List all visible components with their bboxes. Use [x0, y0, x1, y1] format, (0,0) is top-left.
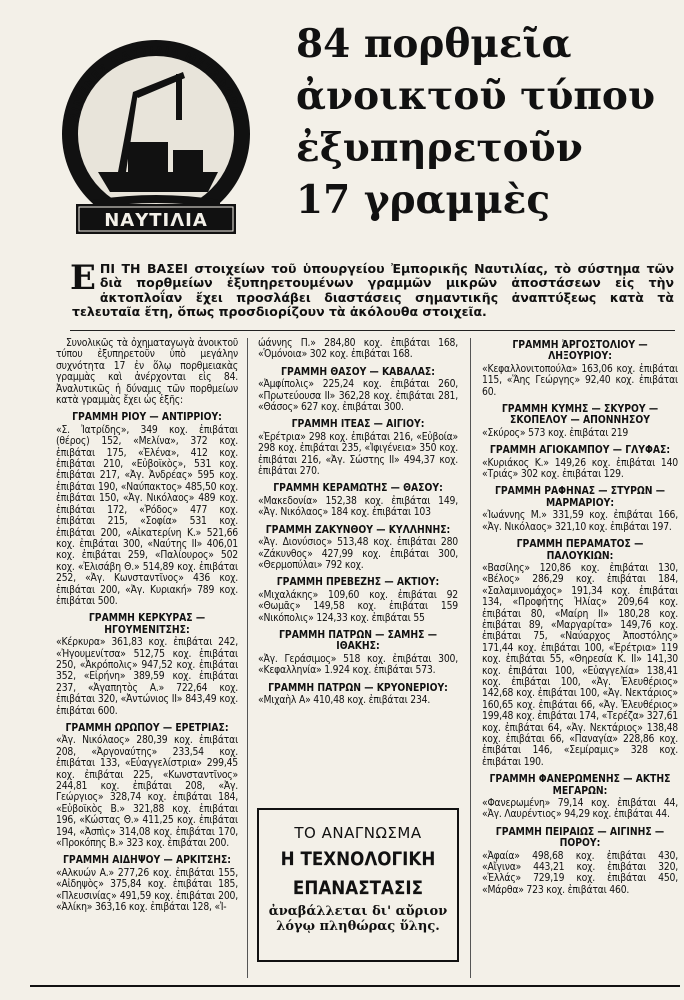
- route-body: «Βασίλης» 120,86 κοχ. ἐπιβάται 130, «Βέλος» 286,29 κοχ. ἐπιβάται 184, «Σαλαμινομάχος» 191,34 κοχ. ἐπιβάται 134, «Προφήτης Ἠλίας» 209,64 κοχ. ἐπιβάται 80, «Μαίρη ΙΙ» 180,28 κοχ. ἐπιβάται 89, «Μαργαρίτα» 149,76 κοχ. ἐπιβάται 75, «Ναύαρχος Ἀποστόλης» 171,44 κοχ. ἐπιβάται 100, «Ἐρέτρια» 119 κοχ. ἐπιβάται 55, «Θηρεσία Κ. ΙΙ» 141,30 κοχ. ἐπιβάται 100, «Εὐαγγελία» 138,41 κοχ. ἐπιβάται 100, «Ἀγ. Ἐλευθέριος» 142,68 κοχ. ἐπιβάται 100, «Ἀγ. Νεκτάριος» 160,65 κοχ. ἐπιβάται 66, «Ἀγ. Ἐλευθέριος» 199,48 κοχ. ἐπιβάται 174, «Τερέζα» 327,61 κοχ. ἐπιβάται 64, «Ἀγ. Νεκτάριος» 138,48 κοχ. ἐπιβάται 66, «Παναγία» 228,86 κοχ. ἐπιβάται 146, «Σεμίραμις» 328 κοχ. ἐπιβάται 190.: [482, 561, 678, 768]
- route-body: «Ἀμφίπολις» 225,24 κοχ. ἐπιβάται 260, «Πρωτεύουσα ΙΙ» 362,28 κοχ. ἐπιβάται 281, «Θάσος» 627 κοχ. ἐπιβάται 300.: [258, 378, 458, 414]
- notice-title: ΕΠΑΝΑΣΤΑΣΙΣ: [292, 877, 424, 899]
- route-heading: ΓΡΑΜΜΗ ΡΑΦΗΝΑΣ — ΣΤΥΡΩΝ — ΜΑΡΜΑΡΙΟΥ:: [494, 485, 666, 509]
- route-body: «Ἀγ. Νικόλαος» 280,39 κοχ. ἐπιβάται 208, «Ἀργοναύτης» 233,54 κοχ. ἐπιβάται 133, «Εὐαγγελίστρια» 299,45 κοχ. ἐπιβάται 225, «Κωνσταντῖνος» 244,81 κοχ. ἐπιβάται 208, «Ἀγ. Γεώργιος» 328,74 κοχ. ἐπιβάται 184, «Εὐβοϊκὸς Β.» 321,88 κοχ. ἐπιβάται 196, «Κώστας Θ.» 411,25 κοχ. ἐπιβάται 194, «Ἀσπὶς» 314,08 κοχ. ἐπιβάται 170, «Προκόπης Β.» 323 κοχ. ἐπιβάται 200.: [56, 734, 238, 850]
- route-body: ώάννης Π.» 284,80 κοχ. ἐπιβάται 168, «Ὁμόνοια» 302 κοχ. ἐπιβάται 168.: [258, 337, 458, 361]
- route-heading: ΓΡΑΜΜΗ ΦΑΝΕΡΩΜΕΝΗΣ — ΑΚΤΗΣ ΜΕΓΑΡΩΝ:: [489, 773, 671, 797]
- route-heading: ΓΡΑΜΜΗ ΠΕΡΑΜΑΤΟΣ — ΠΑΛΟΥΚΙΩΝ:: [516, 538, 644, 562]
- route-body: «Σκύρος» 573 κοχ. ἐπιβάται 219: [482, 426, 629, 439]
- column-divider: [247, 338, 248, 978]
- drop-cap: Ε: [70, 258, 96, 298]
- notice-line: ἀναβάλλεται δι' αὔριον λόγῳ πληθώρας ὕλης.: [268, 904, 448, 934]
- route-body: «Ἰωάννης Μ.» 331,59 κοχ. ἐπιβάται 166, «Ἀγ. Νικόλαος» 321,10 κοχ. ἐπιβάται 197.: [482, 509, 678, 533]
- route-body: «Μακεδονία» 152,38 κοχ. ἐπιβάται 149, «Ἀγ. Νικόλαος» 184 κοχ. ἐπιβάται 103: [258, 494, 458, 519]
- bottom-rule: [30, 985, 680, 987]
- lead-text: ΠΙ ΤΗ ΒΑΣΕΙ στοιχείων τοῦ ὑπουργείου Ἐμπορικῆς Ναυτιλίας, τὸ σύστημα τῶν διὰ πορθμείων ἐξυπηρετουμένων γραμμῶν μικρῶν ἀποστάσεων εἰς τὴν ἀκτοπλοΐαν ἔχει προσλάβει διαστάσεις σημαντικῆς ἀναπτύξεως κατὰ τὰ τελευταῖα ἔτη, ὅπως προσδιορίζουν τὰ ἀκόλουθα στοιχεῖα.: [72, 261, 674, 320]
- headline-line: ἀνοικτοῦ τύπου: [296, 73, 655, 119]
- headline: [296, 18, 681, 226]
- route-heading: ΓΡΑΜΜΗ ΖΑΚΥΝΘΟΥ — ΚΥΛΛΗΝΗΣ:: [265, 523, 451, 536]
- nautilia-emblem: [58, 22, 254, 240]
- route-heading: ΓΡΑΜΜΗ ἈΡΓΟΣΤΟΛΙΟΥ — ΛΗΞΟΥΡΙΟΥ:: [512, 339, 648, 363]
- route-heading: ΓΡΑΜΜΗ ΡΙΟΥ — ΑΝΤΙΡΡΙΟΥ:: [72, 411, 222, 424]
- separator-rule: [70, 330, 675, 331]
- route-heading: ΓΡΑΜΜΗ ΙΤΕΑΣ — ΑΙΓΙΟΥ:: [291, 418, 425, 431]
- lead-paragraph: [70, 258, 674, 320]
- headline-line: ἐξυπηρετοῦν: [296, 125, 583, 171]
- route-heading: ΓΡΑΜΜΗ ΚΕΡΑΜΩΤΗΣ — ΘΑΣΟΥ:: [273, 482, 443, 495]
- headline-line: 17 γραμμὲς: [296, 177, 551, 223]
- route-heading: ΓΡΑΜΜΗ ΑΙΔΗΨΟΥ — ΑΡΚΙΤΣΗΣ:: [63, 854, 231, 867]
- route-heading: ΓΡΑΜΜΗ ΑΓΙΟΚΑΜΠΟΥ — ΓΛΥΦΑΣ:: [489, 444, 671, 457]
- intro-paragraph: Συνολικῶς τὰ ὀχηματαγωγὰ ἀνοικτοῦ τύπου ἐξυπηρετοῦν ὑπὸ μεγάλην συχνότητα 17 ἐν ὅλῳ πορθμειακὰς γραμμὰς καὶ ἀνέρχονται εἰς 84. Ἀναλυτικῶς ἡ δύναμις τῶν πορθμείων κατὰ γραμμὰς ἔχει ὡς ἑξῆς:: [56, 337, 238, 407]
- route-body: «Μιχαλάκης» 109,60 κοχ. ἐπιβάται 92 «Θωμᾶς» 149,58 κοχ. ἐπιβάται 159 «Νικόπολις» 124,33 κοχ. ἐπιβάται 55: [258, 588, 458, 624]
- route-body: «Ἐρέτρια» 298 κοχ. ἐπιβάται 216, «Εὐβοία» 298 κοχ. ἐπιβάται 235, «Ἰφιγένεια» 350 κοχ. ἐπιβάται 216, «Ἀγ. Σώστης ΙΙ» 494,37 κοχ. ἐπιβάται 270.: [258, 430, 458, 478]
- route-body: «Κέρκυρα» 361,83 κοχ. ἐπιβάται 242, «Ἠγουμενίτσα» 512,75 κοχ. ἐπιβάται 250, «Ἀκρόπολις» 947,52 κοχ. ἐπιβάται 352, «Εἰρήνη» 389,59 κοχ. ἐπιβάται 237, «Ἀγαπητὸς Α.» 722,64 κοχ. ἐπιβάται 320, «Ἀντώνιος ΙΙ» 843,49 κοχ. ἐπιβάται 600.: [56, 636, 238, 717]
- notice-box: [257, 808, 459, 962]
- route-heading: ΓΡΑΜΜΗ ΚΕΡΚΥΡΑΣ — ΗΓΟΥΜΕΝΙΤΣΗΣ:: [88, 612, 206, 636]
- route-body: «Φανερωμένη» 79,14 κοχ. ἐπιβάται 44, «Ἀγ. Λαυρέντιος» 94,29 κοχ. ἐπιβάται 44.: [482, 797, 678, 821]
- route-heading: ΓΡΑΜΜΗ ΠΡΕΒΕΖΗΣ — ΑΚΤΙΟΥ:: [276, 576, 440, 589]
- notice-title: Η ΤΕΧΝΟΛΟΓΙΚΗ: [280, 848, 436, 870]
- route-body: «Μιχαὴλ Α» 410,48 κοχ. ἐπιβάται 234.: [258, 693, 431, 706]
- emblem-label: ΝΑΥΤΙΛΙΑ: [104, 210, 208, 231]
- emblem-ring-text: ΛΙΜΕΝΕΣ ΝΑΥΤΙΛΙΑ ΜΕΤΑΦΟΡΑΙ: [67, 43, 245, 123]
- column-3: [482, 338, 678, 902]
- route-heading: ΓΡΑΜΜΗ ΚΥΜΗΣ — ΣΚΥΡΟΥ — ΣΚΟΠΕΛΟΥ — ΑΠΟΝΝΗΣΟΥ: [501, 403, 659, 427]
- route-body: «Ἀφαία» 498,68 κοχ. ἐπιβάται 430, «Αἴγινα» 443,21 κοχ. ἐπιβάται 320, «Ἑλλάς» 729,19 κοχ. ἐπιβάται 450, «Μάρθα» 723 κοχ. ἐπιβάται 460.: [482, 849, 678, 896]
- route-heading: ΓΡΑΜΜΗ ΩΡΩΠΟΥ — ΕΡΕΤΡΙΑΣ:: [65, 722, 229, 734]
- route-heading: ΓΡΑΜΜΗ ΘΑΣΟΥ — ΚΑΒΑΛΑΣ:: [281, 365, 435, 378]
- route-heading: ΓΡΑΜΜΗ ΠΕΙΡΑΙΩΣ — ΑΙΓΙΝΗΣ — ΠΟΡΟΥ:: [495, 825, 665, 850]
- route-body: «Αλκυών Α.» 277,26 κοχ. ἐπιβάται 155, «Αἰδηψὸς» 375,84 κοχ. ἐπιβάται 185, «Πλευσινίας» 491,59 κοχ. ἐπιβάται 200, «Ἀλίκη» 363,16 κοχ. ἐπιβάται 128, «Ἰ-: [56, 866, 238, 914]
- headline-line: 84 πορθμεῖα: [296, 21, 572, 67]
- route-body: «Κυριάκος Κ.» 149,26 κοχ. ἐπιβάται 140 «Τριάς» 302 κοχ. ἐπιβάται 129.: [482, 456, 678, 481]
- column-1: [56, 338, 238, 920]
- route-body: «Ἀγ. Γεράσιμος» 518 κοχ. ἐπιβάται 300, «Κεφαλληνία» 1.924 κοχ. ἐπιβάται 573.: [258, 652, 458, 677]
- route-body: «Σ. Ἰατρίδης», 349 κοχ. ἐπιβάται (θέρος) 152, «Μελίνα», 372 κοχ. ἐπιβάται 175, «Ἐλένα», 412 κοχ. ἐπιβάται 210, «Εὐβοϊκὸς», 531 κοχ. ἐπιβάται 217, «Ἀγ. Ἀνδρέας» 595 κοχ. ἐπιβάται 190, «Ναύπακτος» 485,50 κοχ. ἐπιβάται 150, «Ἀγ. Νικόλαος» 489 κοχ. ἐπιβάται 172, «Ῥόδος» 477 κοχ. ἐπιβάται 215, «Σοφία» 531 κοχ. ἐπιβάται 200, «Αἰκατερίνη Κ.» 521,66 κοχ. ἐπιβάται 300, «Ναύτης ΙΙ» 406,01 κοχ. ἐπιβάται 259, «Παλίουρος» 502 κοχ. «Ἐλισάβη Θ.» 514,89 κοχ. ἐπιβάται 252, «Ἀγ. Κωνσταντῖνος» 436 κοχ. ἐπιβάται 200, «Ἀγ. Κυριακή» 789 κοχ. ἐπιβάται 500.: [56, 423, 238, 607]
- route-body: «Κεφαλλονιτοπούλα» 163,06 κοχ. ἐπιβάται 115, «Ἅης Γεώργης» 92,40 κοχ. ἐπιβάται 60.: [482, 362, 678, 398]
- route-body: «Ἀγ. Διονύσιος» 513,48 κοχ. ἐπιβάται 280 «Ζάκυνθος» 427,99 κοχ. ἐπιβάται 300, «Θερμοπύλαι» 792 κοχ.: [258, 536, 458, 571]
- route-heading: ΓΡΑΜΜΗ ΠΑΤΡΩΝ — ΣΑΜΗΣ — ΙΘΑΚΗΣ:: [279, 628, 437, 653]
- route-heading: ΓΡΑΜΜΗ ΠΑΤΡΩΝ — ΚΡΥΟΝΕΡΙΟΥ:: [268, 681, 448, 694]
- notice-line: ΤΟ ΑΝΑΓΝΩΣΜΑ: [294, 824, 422, 842]
- column-divider: [470, 338, 471, 978]
- column-2: [258, 338, 458, 712]
